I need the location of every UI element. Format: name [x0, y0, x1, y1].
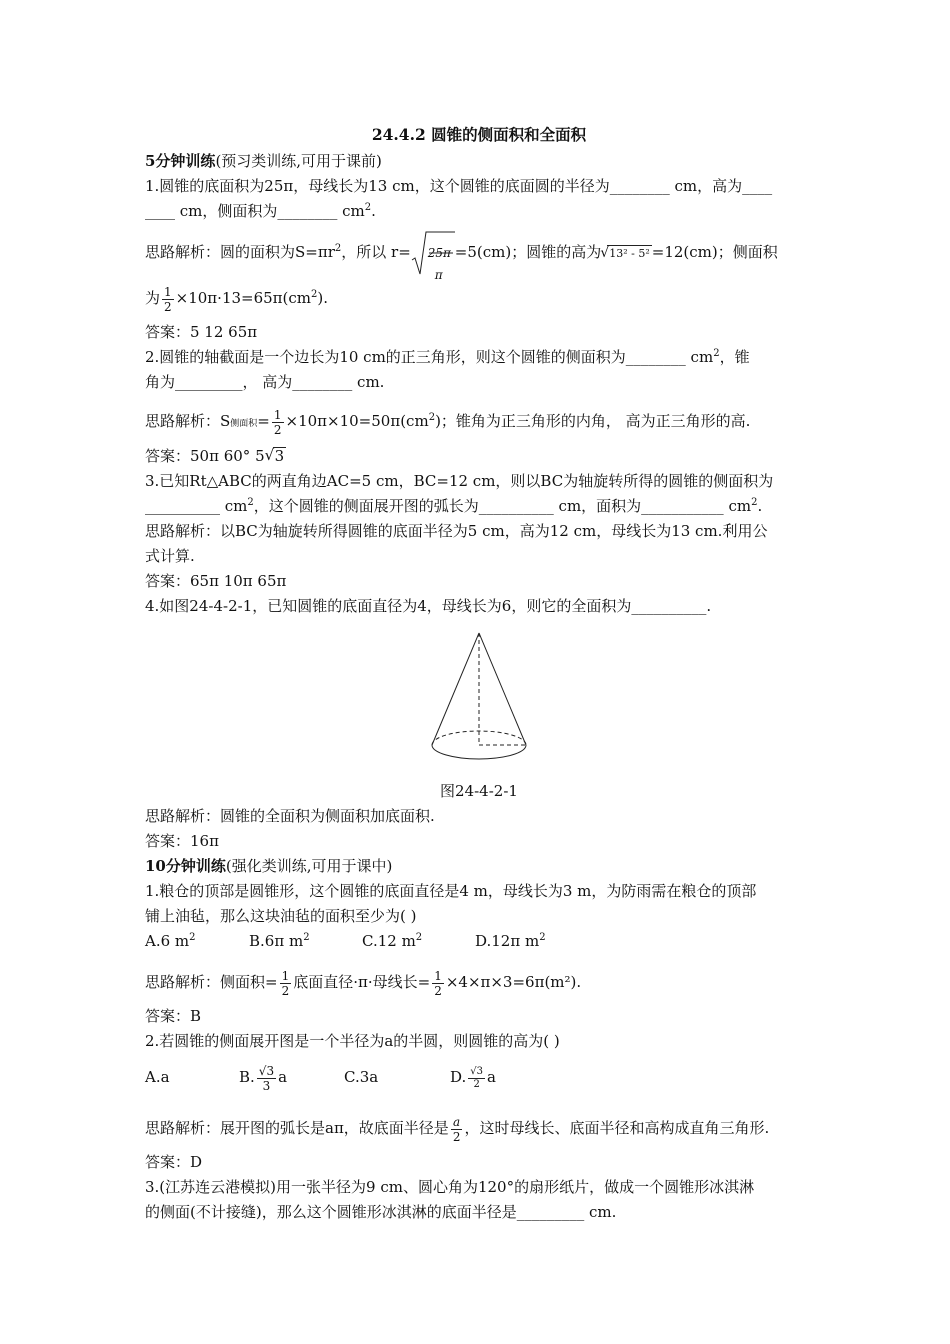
q2-line2: 角为_________， 高为________ cm.	[145, 373, 385, 391]
section-heading-10min	[145, 854, 813, 879]
q2-analysis	[145, 401, 813, 444]
frac-num: 1	[273, 407, 282, 422]
q1-ana2-b: ×10π·13=65π(cm	[175, 289, 312, 307]
q1-ana-b: ，所以 r=	[341, 243, 411, 261]
half-fraction	[432, 969, 444, 998]
q4-analysis: 思路解析：圆锥的全面积为侧面积加底面积.	[145, 807, 435, 825]
q2-ana-sub: 侧面积	[230, 419, 258, 429]
frac-den: 2	[281, 983, 290, 998]
sqrt-three-text: 3	[274, 447, 285, 465]
option-d-pre: D.	[450, 1068, 467, 1086]
p2-line1: 2.若圆锥的侧面展开图是一个半径为a的半圆，则圆锥的高为( )	[145, 1032, 560, 1050]
section-desc: (预习类训练,可用于课前)	[215, 152, 382, 170]
p1-line2	[145, 904, 813, 929]
p1-ana-c: ×4×π×3=6π(m²).	[445, 973, 582, 991]
q1-text: ____ cm，侧面积为________ cm	[145, 202, 365, 220]
frac-num: a	[451, 1115, 463, 1130]
p2-analysis	[145, 1106, 813, 1150]
p1-ana-a: 思路解析：侧面积=	[145, 973, 278, 991]
page-title: 24.4.2 圆锥的侧面积和全面积	[371, 125, 587, 144]
q2-text: 2.圆锥的轴截面是一个边长为10 cm的正三角形，则这个圆锥的侧面积为________ cm	[145, 348, 714, 366]
section-name: 10分钟训练	[145, 857, 226, 875]
p1-analysis	[145, 960, 813, 1004]
sqrt-text: 13² - 5²	[609, 246, 650, 260]
q2-ana-d: )；锥角为正三角形的内角， 高为正三角形的高.	[435, 412, 751, 430]
sqrt-three: √ 3	[264, 446, 285, 465]
q1-ana2-d: ).	[317, 289, 329, 307]
q1-sup: 2	[364, 202, 372, 213]
cone-diagram	[419, 629, 539, 769]
option-d-fraction	[468, 1066, 485, 1091]
q1-line1: 1.圆锥的底面积为25π，母线长为13 cm，这个圆锥的底面圆的半径为________ cm，高为____	[145, 177, 773, 195]
q3-answer: 答案：65π 10π 65π	[145, 572, 287, 590]
q1-ana-c: =5(cm)；圆锥的高为	[454, 243, 602, 261]
p2-ana-a: 思路解析：展开图的弧长是aπ，故底面半径是	[145, 1119, 449, 1137]
option-c-text: C.12 m	[362, 932, 416, 950]
option-b-post: a	[278, 1068, 288, 1086]
option-c: C.12 m2	[362, 929, 475, 954]
half-fraction	[272, 408, 284, 437]
q4-line1: 4.如图24-4-2-1，已知圆锥的底面直径为4，母线长为6，则它的全面积为__________.	[145, 597, 712, 615]
section-heading-5min	[145, 149, 813, 174]
q1-ana-d: =12(cm)；侧面积	[651, 243, 778, 261]
q1-line2	[145, 199, 813, 224]
p2-ana-b: ，这时母线长、底面半径和高构成直角三角形.	[464, 1119, 770, 1137]
q2-ana-sup: 2	[428, 412, 436, 423]
frac-num: 1	[164, 284, 172, 299]
q3-sup2: 2	[751, 497, 758, 508]
frac-num: 1	[281, 968, 290, 983]
cone-figure	[145, 629, 813, 777]
q1-ana-a: 思路解析：圆的面积为S=πr	[145, 243, 335, 261]
option-d: D.12π m2	[475, 929, 546, 954]
q1-answer: 答案：5 12 65π	[145, 323, 258, 341]
sqrt-height: √ 13² - 5²	[600, 244, 650, 261]
q1-analysis	[145, 230, 813, 282]
option-b: B.6π m2	[249, 929, 362, 954]
q1-ana2-sup: 2	[311, 289, 318, 300]
q2-answer-text: 答案：50π 60° 5	[145, 447, 265, 465]
half-fraction	[162, 285, 174, 314]
q3-analysis-1: 思路解析：以BC为轴旋转所得圆锥的底面半径为5 cm，高为12 cm，母线长为13 cm.利用公	[145, 522, 768, 540]
sqrt-fraction	[411, 230, 455, 282]
q3-t3: .	[757, 497, 763, 515]
option-b	[239, 1054, 344, 1100]
section-name: 5分钟训练	[145, 152, 216, 170]
frac-den: 2	[452, 1129, 461, 1144]
frac-den: 2	[273, 422, 282, 437]
option-b-fraction	[257, 1064, 276, 1093]
q2-answer	[145, 444, 813, 469]
option-d	[450, 1054, 496, 1100]
q3-t1: __________ cm	[145, 497, 248, 515]
option-c: C.3a	[344, 1068, 379, 1086]
p1-t2: )	[405, 907, 417, 925]
p2-options	[145, 1054, 813, 1100]
q3-line1: 3.已知Rt△ABC的两直角边AC=5 cm，BC=12 cm，则以BC为轴旋转所得的圆锥的侧面积为	[145, 472, 774, 490]
option-a: A.6 m2	[145, 929, 249, 954]
frac-num: √3	[258, 1063, 275, 1078]
frac-num: √3	[470, 1065, 483, 1077]
option-a-text: A.6 m	[145, 932, 190, 950]
q3-t2: ，这个圆锥的侧面展开图的弧长为__________ cm，面积为___________ cm	[253, 497, 752, 515]
p1-options	[145, 929, 813, 954]
half-fraction	[280, 969, 292, 998]
q3-sup1: 2	[247, 497, 254, 508]
p3-line2: 的侧面(不计接缝)，那么这个圆锥形冰淇淋的底面半径是_________ cm.	[145, 1203, 617, 1221]
document-page	[145, 122, 813, 1225]
frac-den: 2	[434, 983, 442, 998]
p1-line1: 1.粮仓的顶部是圆锥形，这个圆锥的底面直径是4 m，母线长为3 m，为防雨需在粮仓的顶部	[145, 882, 757, 900]
q2-sup: 2	[713, 348, 720, 359]
option-a: A.a	[145, 1068, 170, 1086]
q2-ana-a: 思路解析：S	[145, 412, 231, 430]
a-half-fraction	[451, 1115, 463, 1144]
q2-text-end: ，锥	[719, 348, 750, 366]
q1-text-end: .	[371, 202, 376, 220]
frac-den: 3	[262, 1078, 271, 1093]
option-d-post: a	[487, 1068, 496, 1086]
q2-ana-b: =	[257, 412, 270, 430]
q3-line2	[145, 494, 813, 519]
section-desc: (强化类训练,可用于课中)	[225, 857, 393, 875]
frac-den: 2	[164, 299, 172, 314]
p1-t1: 铺上油毡，那么这块油毡的面积至少为(	[145, 907, 406, 925]
figure-caption: 图24-4-2-1	[440, 782, 518, 800]
q4-answer: 答案：16π	[145, 832, 219, 850]
p2-answer: 答案：D	[145, 1153, 203, 1171]
q1-analysis-2	[145, 276, 813, 320]
q1-ana-sup: 2	[334, 243, 342, 254]
p3-line1: 3.(江苏连云港模拟)用一张半径为9 cm、圆心角为120°的扇形纸片，做成一个圆锥形冰淇淋	[145, 1178, 755, 1196]
frac-den: 2	[473, 1078, 480, 1090]
p1-ana-b: 底面直径·π·母线长=	[293, 973, 431, 991]
sqrt-den: π	[434, 268, 443, 282]
option-b-text: B.6π m	[249, 932, 304, 950]
option-d-text: D.12π m	[475, 932, 540, 950]
sqrt-num: 25π	[427, 246, 451, 260]
q1-ana2-a: 为	[145, 289, 161, 307]
q2-ana-c: ×10π×10=50π(cm	[285, 412, 429, 430]
frac-num: 1	[434, 968, 442, 983]
q2-line1	[145, 345, 813, 370]
p1-answer: 答案：B	[145, 1007, 202, 1025]
q3-analysis-2: 式计算.	[145, 547, 195, 565]
option-b-pre: B.	[239, 1068, 255, 1086]
